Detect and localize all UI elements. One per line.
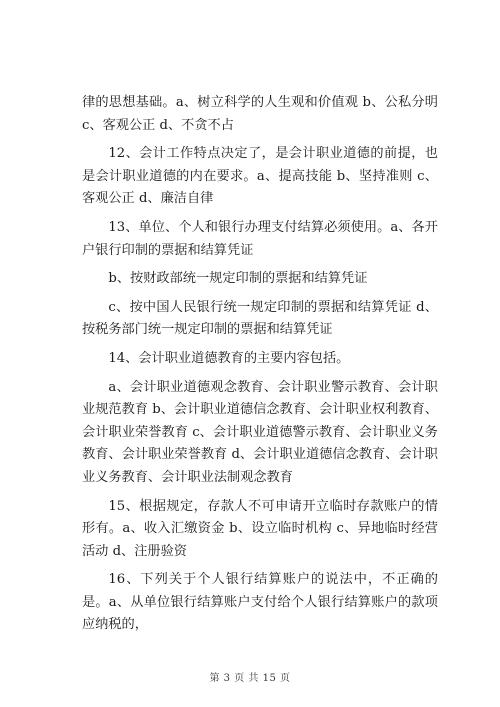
paragraph: 13、单位、个人和银行办理支付结算必须使用。a、各开户银行印制的票据和结算凭证 xyxy=(82,219,438,258)
paragraph: 15、根据规定，存款人不可申请开立临时存款账户的情形有。a、收入汇缴资金 b、设立临时机构 c、异地临时经营活动 d、注册验资 xyxy=(82,498,438,559)
paragraph: 14、会计职业道德教育的主要内容包括。 xyxy=(108,350,350,366)
paragraph: 16、下列关于个人银行结算账户的说法中，不正确的是。a、从单位银行结算账户支付给个人银行结算账户的款项应纳税的， xyxy=(82,572,438,633)
paragraph: 12、会计工作特点决定了，是会计职业道德的前提，也是会计职业道德的内在要求。a、提高技能 b、坚持准则 c、客观公正 d、廉洁自律 xyxy=(82,146,438,207)
document-body xyxy=(82,92,438,643)
paragraph: 律的思想基础。a、树立科学的人生观和价值观 b、公私分明 c、客观公正 d、不贪不占 xyxy=(82,95,438,133)
paragraph: b、按财政部统一规定印制的票据和结算凭证 xyxy=(108,271,368,287)
page-footer: 第 3 页 共 15 页 xyxy=(209,673,291,684)
paragraph: c、按中国人民银行统一规定印制的票据和结算凭证 d、按税务部门统一规定印制的票据和结算凭证 xyxy=(82,299,438,338)
paragraph: a、会计职业道德观念教育、会计职业警示教育、会计职业规范教育 b、会计职业道德信念教育、会计职业权利教育、会计职业荣誉教育 c、会计职业道德警示教育、会计职业义务教育、会计职业荣誉教育 d、会计职业道德信念教育、会计职业义务教育、会计职业法制观念教育 xyxy=(82,379,438,485)
